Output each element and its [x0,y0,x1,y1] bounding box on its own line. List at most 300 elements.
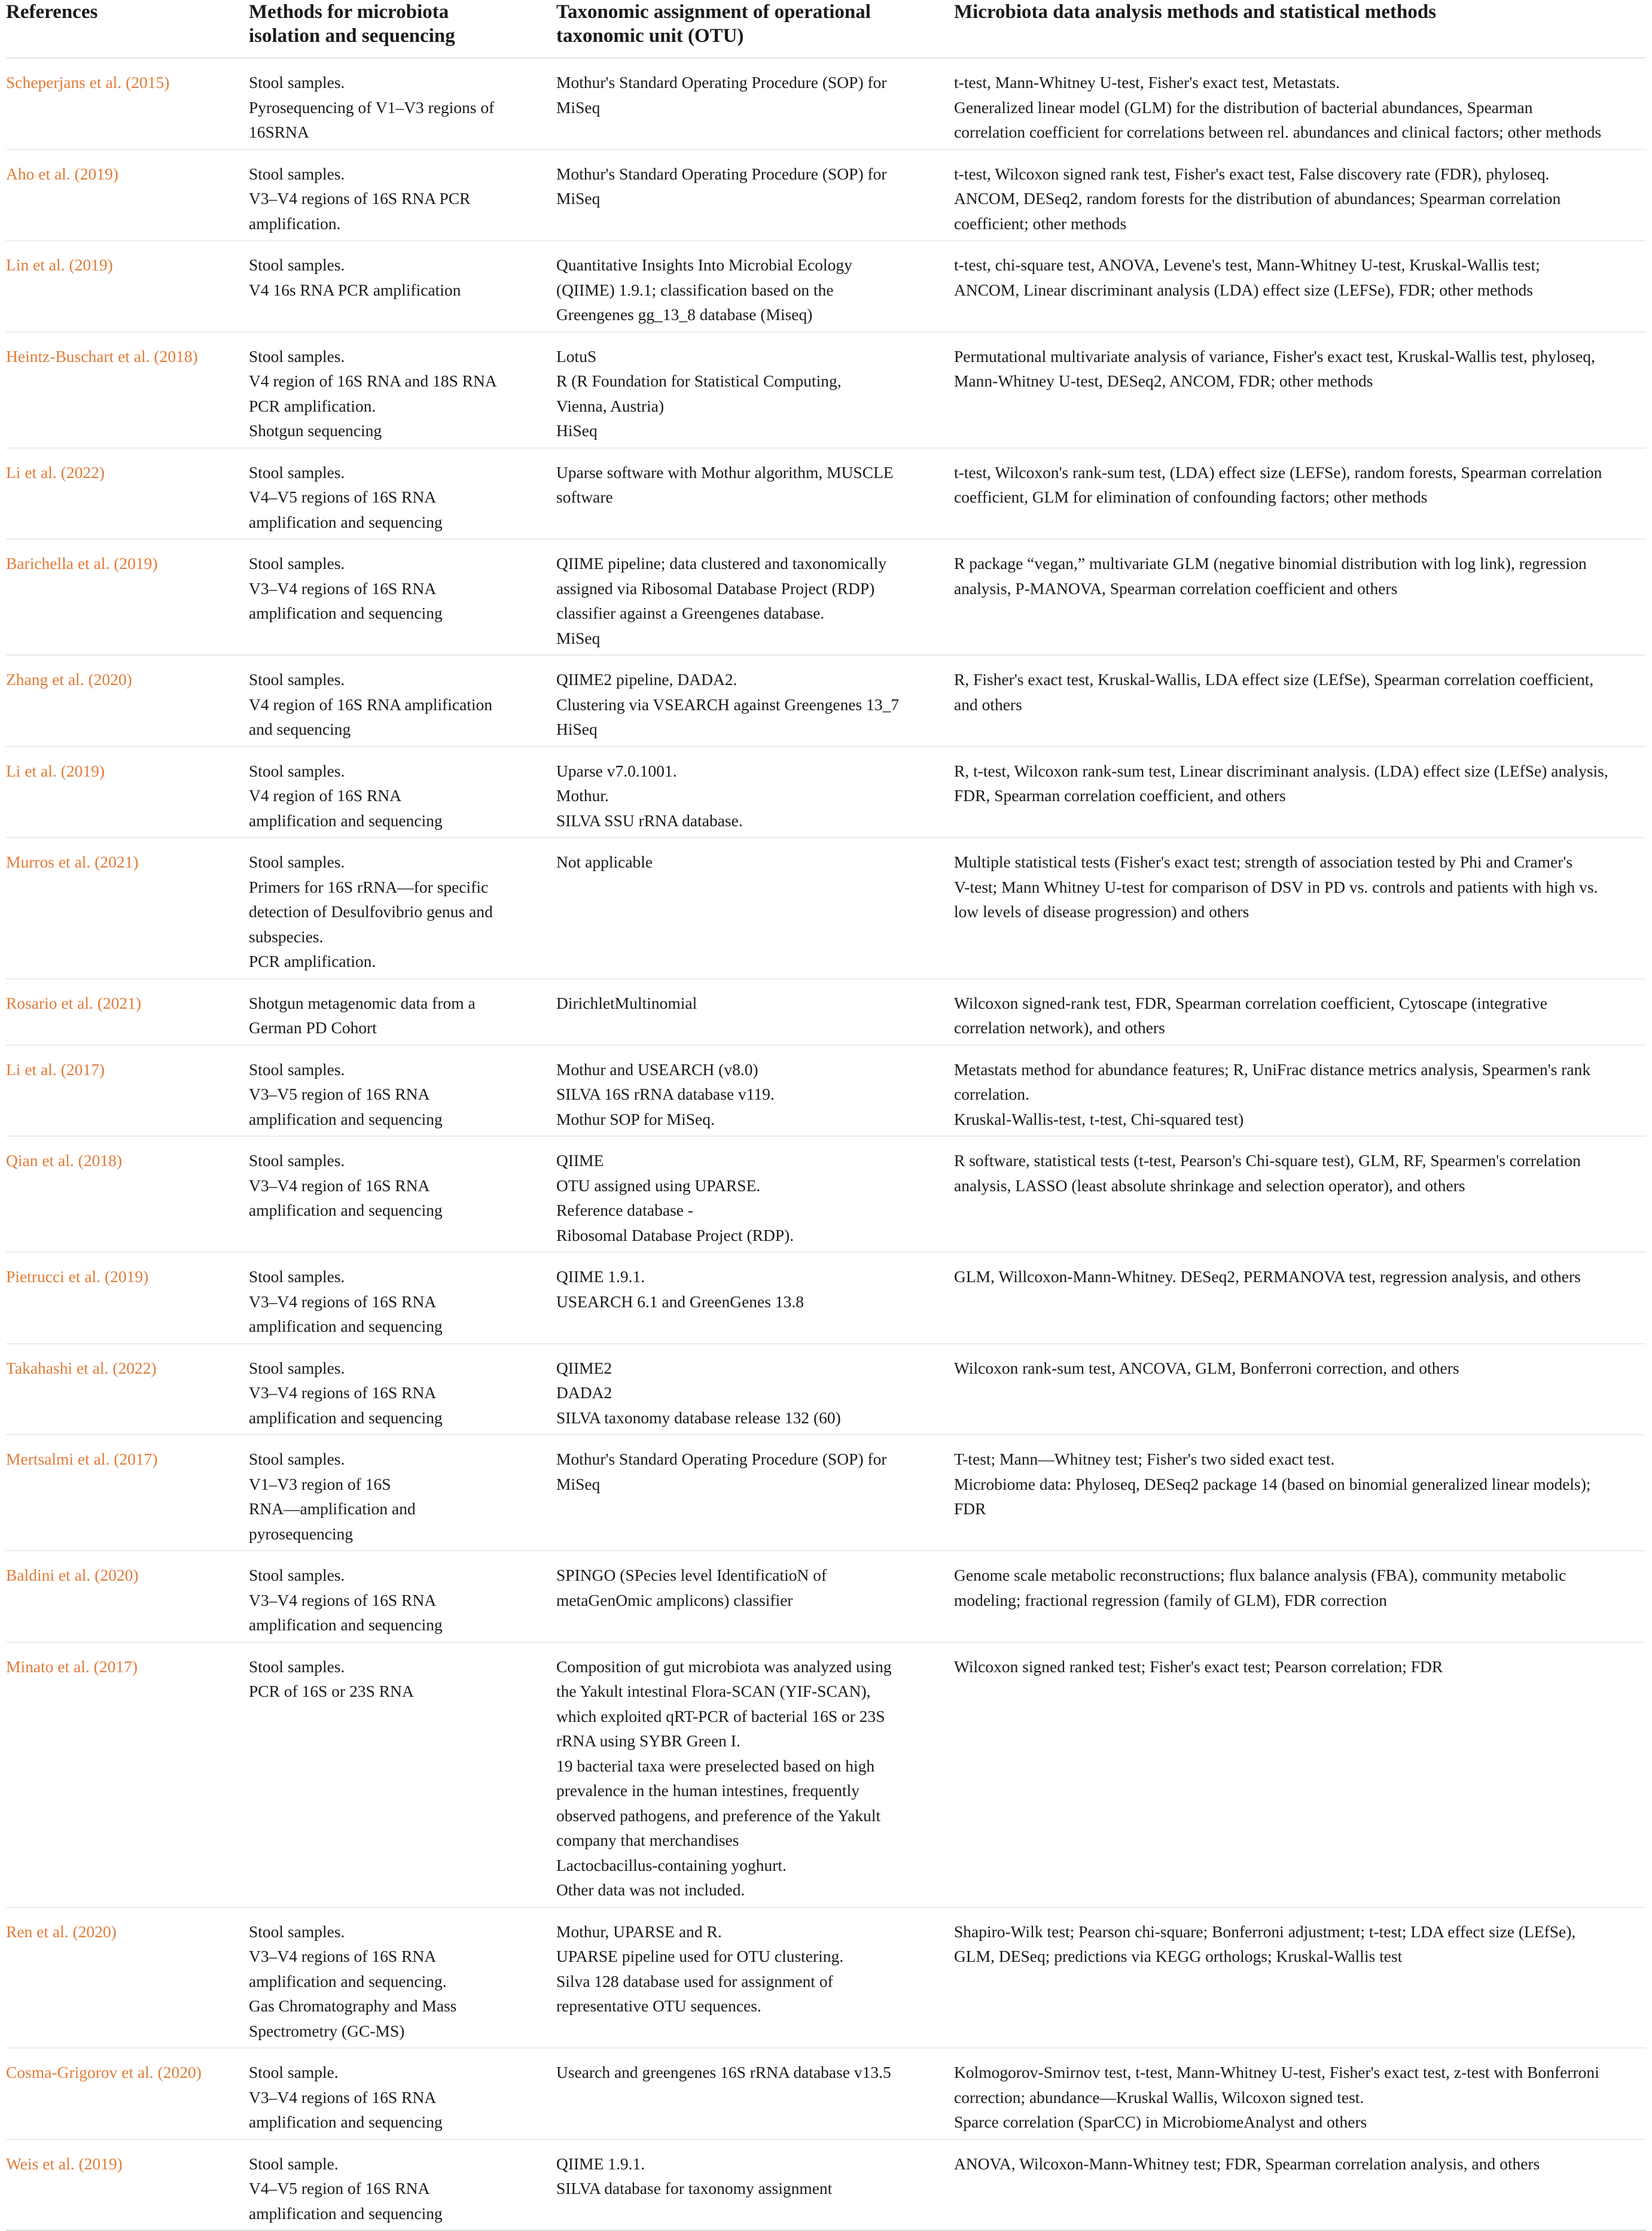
methods-line: amplification and sequencing [249,2203,443,2223]
otu-line: Mothur's Standard Operating Procedure (SOP) for [556,164,887,183]
methods-line: Stool sample. [249,2154,339,2173]
table-row [6,58,1646,150]
reference-year: 2020 [93,670,127,689]
otu-line: Mothur. [556,786,609,805]
otu-line: Uparse software with Mothur algorithm, MUSCLE [556,462,894,482]
analysis-line: Wilcoxon signed ranked test; Fisher's exact test; Pearson correlation; FDR [954,1657,1443,1676]
otu-line: Mothur's Standard Operating Procedure (SOP) for [556,73,887,92]
methods-cell [249,2048,556,2139]
reference-link[interactable]: Rosario et al. (2021) [6,993,142,1012]
otu-cell [556,655,954,747]
reference-author: Heintz-Buschart et al. [6,346,150,366]
analysis-line: t-test, Wilcoxon signed rank test, Fisher's exact test, False discovery rate (FDR), phyloseq. [954,164,1550,183]
reference-cell [6,1045,249,1137]
reference-year: 2021 [100,853,133,871]
otu-line: OTU assigned using UPARSE. [556,1176,761,1195]
methods-cell [249,1435,556,1551]
table-body [6,58,1646,2230]
methods-line: Stool samples. [249,346,345,366]
reference-author: Li et al. [6,1060,57,1079]
reference-year: 2020 [78,1922,111,1941]
methods-line: amplification and sequencing [249,604,443,622]
methods-line: Spectrometry (GC-MS) [249,2021,405,2040]
otu-line: SILVA database for taxonomy assignment [556,2179,833,2197]
reference-cell [6,747,249,838]
reference-author: Scheperjans et al. [6,73,122,92]
table-row [6,1344,1646,1435]
reference-author: Li et al. [6,462,57,482]
methods-line: Stool samples. [249,1657,345,1676]
methods-line: amplification and sequencing [249,2113,443,2131]
reference-author: Ren et al. [6,1922,69,1941]
otu-cell [556,2139,954,2231]
otu-line: Ribosomal Database Project (RDP). [556,1225,794,1244]
analysis-line: correction; abundance—Kruskal Wallis, Wilcoxon signed test. [954,2087,1364,2107]
analysis-cell [954,747,1646,838]
methods-cell [249,1551,556,1642]
otu-line: representative OTU sequences. [556,1996,761,2015]
methods-line: V3–V4 regions of 16S RNA [249,1383,437,1402]
otu-line: DADA2 [556,1383,612,1402]
analysis-line: and others [954,695,1022,714]
analysis-line: analysis, P-MANOVA, Spearman correlation coefficient and others [954,579,1398,598]
methods-line: amplification. [249,214,341,233]
methods-line: Stool samples. [249,462,345,482]
reference-year: 2017 [99,1657,132,1676]
otu-line: Clustering via VSEARCH against Greengenes 13_7 [556,695,900,714]
analysis-line: Metastats method for abundance features; R, UniFrac distance metrics analysis, Spearmen's rank [954,1060,1591,1079]
reference-cell [6,1252,249,1344]
otu-line: SILVA taxonomy database release 132 (60) [556,1408,841,1427]
reference-cell [6,448,249,540]
otu-line: which exploited qRT-PCR of bacterial 16S or 23S [556,1706,885,1725]
methods-line: German PD Cohort [249,1018,377,1037]
reference-year: 2015 [131,73,164,92]
analysis-line: R software, statistical tests (t-test, Pearson's Chi-square test), GLM, RF, Spearmen's correlation [954,1151,1581,1170]
analysis-line: V-test; Mann Whitney U-test for comparison of DSV in PD vs. controls and patients with high vs. [954,877,1598,896]
otu-line: Mothur SOP for MiSeq. [556,1109,715,1128]
methods-line: and sequencing [249,720,351,738]
methods-line: V3–V4 regions of 16S RNA [249,1292,437,1311]
methods-line: Stool sample. [249,2063,339,2081]
otu-cell [556,1551,954,1642]
methods-line: amplification and sequencing [249,512,443,531]
reference-year: 2022 [118,1358,151,1377]
otu-line: Composition of gut microbiota was analyzed using [556,1657,892,1676]
reference-year: 2022 [66,462,99,482]
otu-line: Usearch and greengenes 16S rRNA database v13.5 [556,2063,891,2081]
otu-cell [556,150,954,241]
header-analysis: Microbiota data analysis methods and statistical methods [954,0,1646,58]
header-methods: Methods for microbiota isolation and sequencing [249,0,556,58]
reference-year: 2021 [102,993,136,1012]
otu-line: MiSeq [556,1474,601,1493]
methods-line: amplification and sequencing [249,1109,443,1128]
otu-line: DirichletMultinomial [556,993,697,1012]
table-row [6,150,1646,241]
analysis-line: ANOVA, Wilcoxon-Mann-Whitney test; FDR, Spearman correlation analysis, and others [954,2154,1540,2173]
methods-cell [249,241,556,332]
reference-cell [6,332,249,448]
analysis-cell [954,1344,1646,1435]
reference-link[interactable]: Pietrucci et al. (2019) [6,1267,149,1286]
reference-cell [6,58,249,150]
methods-cell [249,539,556,655]
methods-cell [249,1344,556,1435]
otu-line: MiSeq [556,628,601,647]
reference-cell [6,1907,249,2049]
reference-link[interactable]: Qian et al. (2018) [6,1151,122,1170]
analysis-line: correlation network), and others [954,1018,1165,1037]
reference-cell [6,1435,249,1551]
analysis-line: R, t-test, Wilcoxon rank-sum test, Linear discriminant analysis. (LDA) effect size (LEfSe) analysis, [954,761,1608,780]
otu-cell [556,241,954,332]
otu-line: metaGenOmic amplicons) classifier [556,1590,793,1609]
methods-cell [249,58,556,150]
analysis-cell [954,838,1646,979]
table-row [6,1435,1646,1551]
otu-line: Mothur's Standard Operating Procedure (SOP) for [556,1450,887,1468]
reference-author: Weis et al. [6,2154,75,2173]
reference-author: Minato et al. [6,1657,90,1676]
analysis-cell [954,2139,1646,2231]
reference-link[interactable]: Li et al. (2017) [6,1060,105,1079]
methods-line: V4 16s RNA PCR amplification [249,280,461,299]
methods-line: Shotgun metagenomic data from a [249,993,476,1012]
analysis-line: coefficient, GLM for elimination of confounding factors; other methods [954,488,1428,506]
methods-cell [249,2139,556,2231]
otu-line: rRNA using SYBR Green I. [556,1731,740,1750]
analysis-line: Kruskal-Wallis-test, t-test, Chi-squared test) [954,1109,1244,1128]
analysis-cell [954,241,1646,332]
methods-cell [249,1642,556,1907]
analysis-line: t-test, Wilcoxon's rank-sum test, (LDA) effect size (LEFSe), random forests, Spearman correlation [954,462,1602,482]
table-row [6,1551,1646,1642]
methods-line: Stool samples. [249,1267,345,1286]
otu-line: R (R Foundation for Statistical Computing, [556,372,842,390]
reference-author: Cosma-Grigorov et al. [6,2063,154,2081]
reference-year: 2020 [100,1566,133,1584]
otu-line: assigned via Ribosomal Database Project (RDP) [556,579,875,598]
otu-line: Greengenes gg_13_8 database (Miseq) [556,305,813,324]
otu-line: observed pathogens, and preference of the Yakult [556,1806,881,1825]
table-row [6,332,1646,448]
analysis-line: Microbiome data: Phyloseq, DESeq2 package 14 (based on binomial generalized linear models); [954,1474,1591,1493]
reference-link[interactable]: Heintz-Buschart et al. (2018) [6,346,198,366]
methods-cell [249,332,556,448]
methods-line: V4–V5 region of 16S RNA [249,2179,430,2197]
methods-line: RNA—amplification and [249,1499,416,1518]
methods-cell [249,1252,556,1344]
analysis-line: R, Fisher's exact test, Kruskal-Wallis, LDA effect size (LEfSe), Spearman correlation coefficient, [954,670,1594,689]
reference-link[interactable]: Takahashi et al. (2022) [6,1358,157,1377]
methods-line: PCR amplification. [249,396,376,415]
reference-link[interactable]: Cosma-Grigorov et al. (2020) [6,2063,202,2081]
methods-line: PCR amplification. [249,952,376,970]
analysis-line: Wilcoxon signed-rank test, FDR, Spearman correlation coefficient, Cytoscape (integrative [954,993,1547,1012]
analysis-line: Permutational multivariate analysis of variance, Fisher's exact test, Kruskal-Wallis test, phyloseq, [954,346,1595,366]
methods-cell [249,747,556,838]
analysis-line: Genome scale metabolic reconstructions; flux balance analysis (FBA), community metabolic [954,1566,1566,1584]
methods-line: V4–V5 regions of 16S RNA [249,488,437,506]
methods-line: V4 region of 16S RNA [249,786,402,805]
otu-cell [556,539,954,655]
methods-line: Stool samples. [249,670,345,689]
reference-link[interactable]: Weis et al. (2019) [6,2154,123,2173]
analysis-line: Mann-Whitney U-test, DESeq2, ANCOM, FDR; other methods [954,372,1373,390]
otu-cell [556,1642,954,1907]
otu-line: QIIME2 pipeline, DADA2. [556,670,737,689]
reference-year: 2019 [84,2154,117,2173]
reference-author: Murros et al. [6,853,91,871]
reference-author: Baldini et al. [6,1566,91,1584]
methods-line: amplification and sequencing [249,1615,443,1634]
otu-line: Vienna, Austria) [556,396,665,415]
reference-year: 2019 [74,255,108,274]
reference-author: Mertsalmi et al. [6,1450,110,1468]
analysis-line: Wilcoxon rank-sum test, ANCOVA, GLM, Bonferroni correction, and others [954,1358,1459,1377]
reference-cell [6,1136,249,1252]
otu-line: Silva 128 database used for assignment of [556,1971,833,1990]
otu-line: MiSeq [556,189,601,208]
reference-year: 2018 [159,346,193,366]
analysis-line: correlation coefficient for correlations between rel. abundances and clinical factors; other methods [954,123,1602,141]
analysis-line: analysis, LASSO (least absolute shrinkage and selection operator), and others [954,1176,1465,1195]
table-page [6,0,1646,2231]
reference-link[interactable]: Ren et al. (2020) [6,1922,117,1941]
reference-cell [6,1642,249,1907]
reference-year: 2017 [66,1060,99,1079]
methods-line: Primers for 16S rRNA—for specific [249,877,489,896]
reference-author: Pietrucci et al. [6,1267,101,1286]
otu-line: Mothur, UPARSE and R. [556,1922,722,1941]
reference-year: 2019 [110,1267,144,1286]
methods-line: V3–V4 regions of 16S RNA [249,1947,437,1965]
otu-line: (QIIME) 1.9.1; classification based on the [556,280,834,299]
otu-line: USEARCH 6.1 and GreenGenes 13.8 [556,1292,804,1311]
otu-line: SILVA 16S rRNA database v119. [556,1085,775,1103]
analysis-cell [954,1435,1646,1551]
otu-line: MiSeq [556,98,601,117]
table-row [6,1045,1646,1137]
table-row [6,1252,1646,1344]
methods-cell [249,1136,556,1252]
analysis-line: t-test, chi-square test, ANOVA, Levene's test, Mann-Whitney U-test, Kruskal-Wallis test; [954,255,1540,274]
reference-year: 2020 [163,2063,196,2081]
analysis-line: R package “vegan,” multivariate GLM (negative binomial distribution with log link), regression [954,554,1587,573]
table-row [6,539,1646,655]
table-row [6,241,1646,332]
otu-cell [556,1435,954,1551]
methods-line: Gas Chromatography and Mass [249,1996,457,2015]
table-header [6,0,1646,58]
otu-line: QIIME 1.9.1. [556,2154,645,2173]
reference-year: 2019 [119,554,153,573]
analysis-line: Kolmogorov-Smirnov test, t-test, Mann-Whitney U-test, Fisher's exact test, z-test with Bonferroni [954,2063,1599,2081]
table-row [6,1642,1646,1907]
reference-link[interactable]: Lin et al. (2019) [6,255,113,274]
otu-line: Reference database - [556,1201,694,1219]
reference-cell [6,979,249,1045]
reference-year: 2018 [83,1151,117,1170]
table-row [6,838,1646,979]
methods-line: Stool samples. [249,1450,345,1468]
table-row [6,655,1646,747]
otu-cell [556,1252,954,1344]
methods-line: subspecies. [249,927,324,946]
reference-author: Zhang et al. [6,670,84,689]
methods-line: PCR of 16S or 23S RNA [249,1682,414,1700]
methods-line: Stool samples. [249,164,345,183]
methods-line: Stool samples. [249,73,345,92]
analysis-line: Generalized linear model (GLM) for the distribution of bacterial abundances, Spearman [954,98,1533,117]
reference-author: Aho et al. [6,164,71,183]
otu-line: Uparse v7.0.1001. [556,761,677,780]
reference-link[interactable]: Baldini et al. (2020) [6,1566,139,1584]
reference-author: Takahashi et al. [6,1358,109,1377]
otu-line: the Yakult intestinal Flora-SCAN (YIF-SCAN), [556,1682,871,1700]
methods-line: detection of Desulfovibrio genus and [249,902,493,921]
reference-author: Qian et al. [6,1151,74,1170]
methods-line: Stool samples. [249,853,345,871]
methods-cell [249,150,556,241]
methods-line: Shotgun sequencing [249,421,382,440]
otu-cell [556,1045,954,1137]
methods-line: Stool samples. [249,761,345,780]
methods-cell [249,448,556,540]
methods-line: amplification and sequencing [249,1408,443,1427]
analysis-cell [954,448,1646,540]
reference-cell [6,1344,249,1435]
methods-line: V3–V4 regions of 16S RNA PCR [249,189,471,208]
reference-cell [6,838,249,979]
otu-line: QIIME2 [556,1358,612,1377]
table-row [6,1907,1646,2049]
methods-line: amplification and sequencing [249,811,443,830]
methods-line: V3–V4 regions of 16S RNA [249,2087,437,2107]
methods-line: amplification and sequencing [249,1201,443,1219]
analysis-cell [954,58,1646,150]
analysis-line: FDR, Spearman correlation coefficient, and others [954,786,1286,805]
microbiota-methods-table [6,0,1646,2231]
methods-line: Stool samples. [249,1922,345,1941]
methods-line: V3–V5 region of 16S RNA [249,1085,430,1103]
otu-cell [556,747,954,838]
analysis-line: coefficient; other methods [954,214,1127,233]
table-row [6,2048,1646,2139]
methods-line: Stool samples. [249,554,345,573]
table-row [6,2139,1646,2231]
analysis-cell [954,1551,1646,1642]
analysis-line: low levels of disease progression) and others [954,902,1249,921]
otu-cell [556,1344,954,1435]
methods-cell [249,979,556,1045]
analysis-line: Shapiro-Wilk test; Pearson chi-square; Bonferroni adjustment; t-test; LDA effect size (LEfSe), [954,1922,1576,1941]
reference-cell [6,539,249,655]
otu-cell [556,979,954,1045]
methods-line: Stool samples. [249,255,345,274]
analysis-line: T-test; Mann—Whitney test; Fisher's two sided exact test. [954,1450,1335,1468]
otu-cell [556,1136,954,1252]
methods-line: V4 region of 16S RNA amplification [249,695,493,714]
reference-cell [6,150,249,241]
reference-year: 2019 [66,761,99,780]
analysis-cell [954,1136,1646,1252]
analysis-line: ANCOM, Linear discriminant analysis (LDA) effect size (LEFSe), FDR; other methods [954,280,1533,299]
reference-link[interactable]: Aho et al. (2019) [6,164,118,183]
methods-line: 16SRNA [249,123,309,141]
otu-line: HiSeq [556,421,598,440]
otu-line: SPINGO (SPecies level IdentificatioN of [556,1566,827,1584]
methods-cell [249,1907,556,2049]
otu-line: 19 bacterial taxa were preselected based on high [556,1756,875,1775]
analysis-cell [954,1252,1646,1344]
table-row [6,979,1646,1045]
analysis-line: Multiple statistical tests (Fisher's exact test; strength of association tested by Phi and Cramer's [954,853,1573,871]
otu-line: QIIME 1.9.1. [556,1267,645,1286]
table-row [6,747,1646,838]
methods-line: V3–V4 region of 16S RNA [249,1176,430,1195]
table-row [6,448,1646,540]
otu-line: Quantitative Insights Into Microbial Ecology [556,255,852,274]
reference-year: 2019 [80,164,113,183]
analysis-line: GLM, Willcoxon-Mann-Whitney. DESeq2, PERMANOVA test, regression analysis, and others [954,1267,1581,1286]
methods-cell [249,1045,556,1137]
methods-line: V4 region of 16S RNA and 18S RNA [249,372,497,390]
otu-line: prevalence in the human intestines, frequently [556,1781,860,1800]
analysis-line: t-test, Mann-Whitney U-test, Fisher's exact test, Metastats. [954,73,1340,92]
reference-author: Rosario et al. [6,993,93,1012]
reference-cell [6,241,249,332]
methods-line: Pyrosequencing of V1–V3 regions of [249,98,495,117]
reference-link[interactable]: Li et al. (2022) [6,462,105,482]
reference-link[interactable]: Murros et al. (2021) [6,853,139,871]
analysis-line: Sparce correlation (SparCC) in MicrobiomeAnalyst and others [954,2113,1367,2131]
header-otu: Taxonomic assignment of operational taxonomic unit (OTU) [556,0,954,58]
otu-cell [556,332,954,448]
otu-line: software [556,488,613,506]
otu-line: UPARSE pipeline used for OTU clustering. [556,1947,844,1965]
otu-cell [556,1907,954,2049]
analysis-line: ANCOM, DESeq2, random forests for the distribution of abundances; Spearman correlation [954,189,1561,208]
methods-line: Stool samples. [249,1358,345,1377]
otu-line: QIIME [556,1151,604,1170]
reference-link[interactable]: Minato et al. (2017) [6,1657,138,1676]
reference-cell [6,2048,249,2139]
reference-link[interactable]: Zhang et al. (2020) [6,670,132,689]
analysis-line: correlation. [954,1085,1029,1103]
header-references: References [6,0,249,58]
methods-line: Stool samples. [249,1151,345,1170]
reference-link[interactable]: Mertsalmi et al. (2017) [6,1450,158,1468]
otu-line: SILVA SSU rRNA database. [556,811,743,830]
reference-link[interactable]: Scheperjans et al. (2015) [6,73,170,92]
reference-link[interactable]: Barichella et al. (2019) [6,554,158,573]
otu-line: Lactocbacillus-containing yoghurt. [556,1855,787,1874]
methods-cell [249,655,556,747]
analysis-cell [954,539,1646,655]
methods-cell [249,838,556,979]
otu-cell [556,838,954,979]
methods-line: Stool samples. [249,1060,345,1079]
methods-line: pyrosequencing [249,1524,353,1543]
reference-author: Lin et al. [6,255,65,274]
otu-line: classifier against a Greengenes database. [556,604,825,622]
methods-line: V3–V4 regions of 16S RNA [249,579,437,598]
reference-author: Barichella et al. [6,554,110,573]
reference-link[interactable]: Li et al. (2019) [6,761,105,780]
analysis-cell [954,2048,1646,2139]
